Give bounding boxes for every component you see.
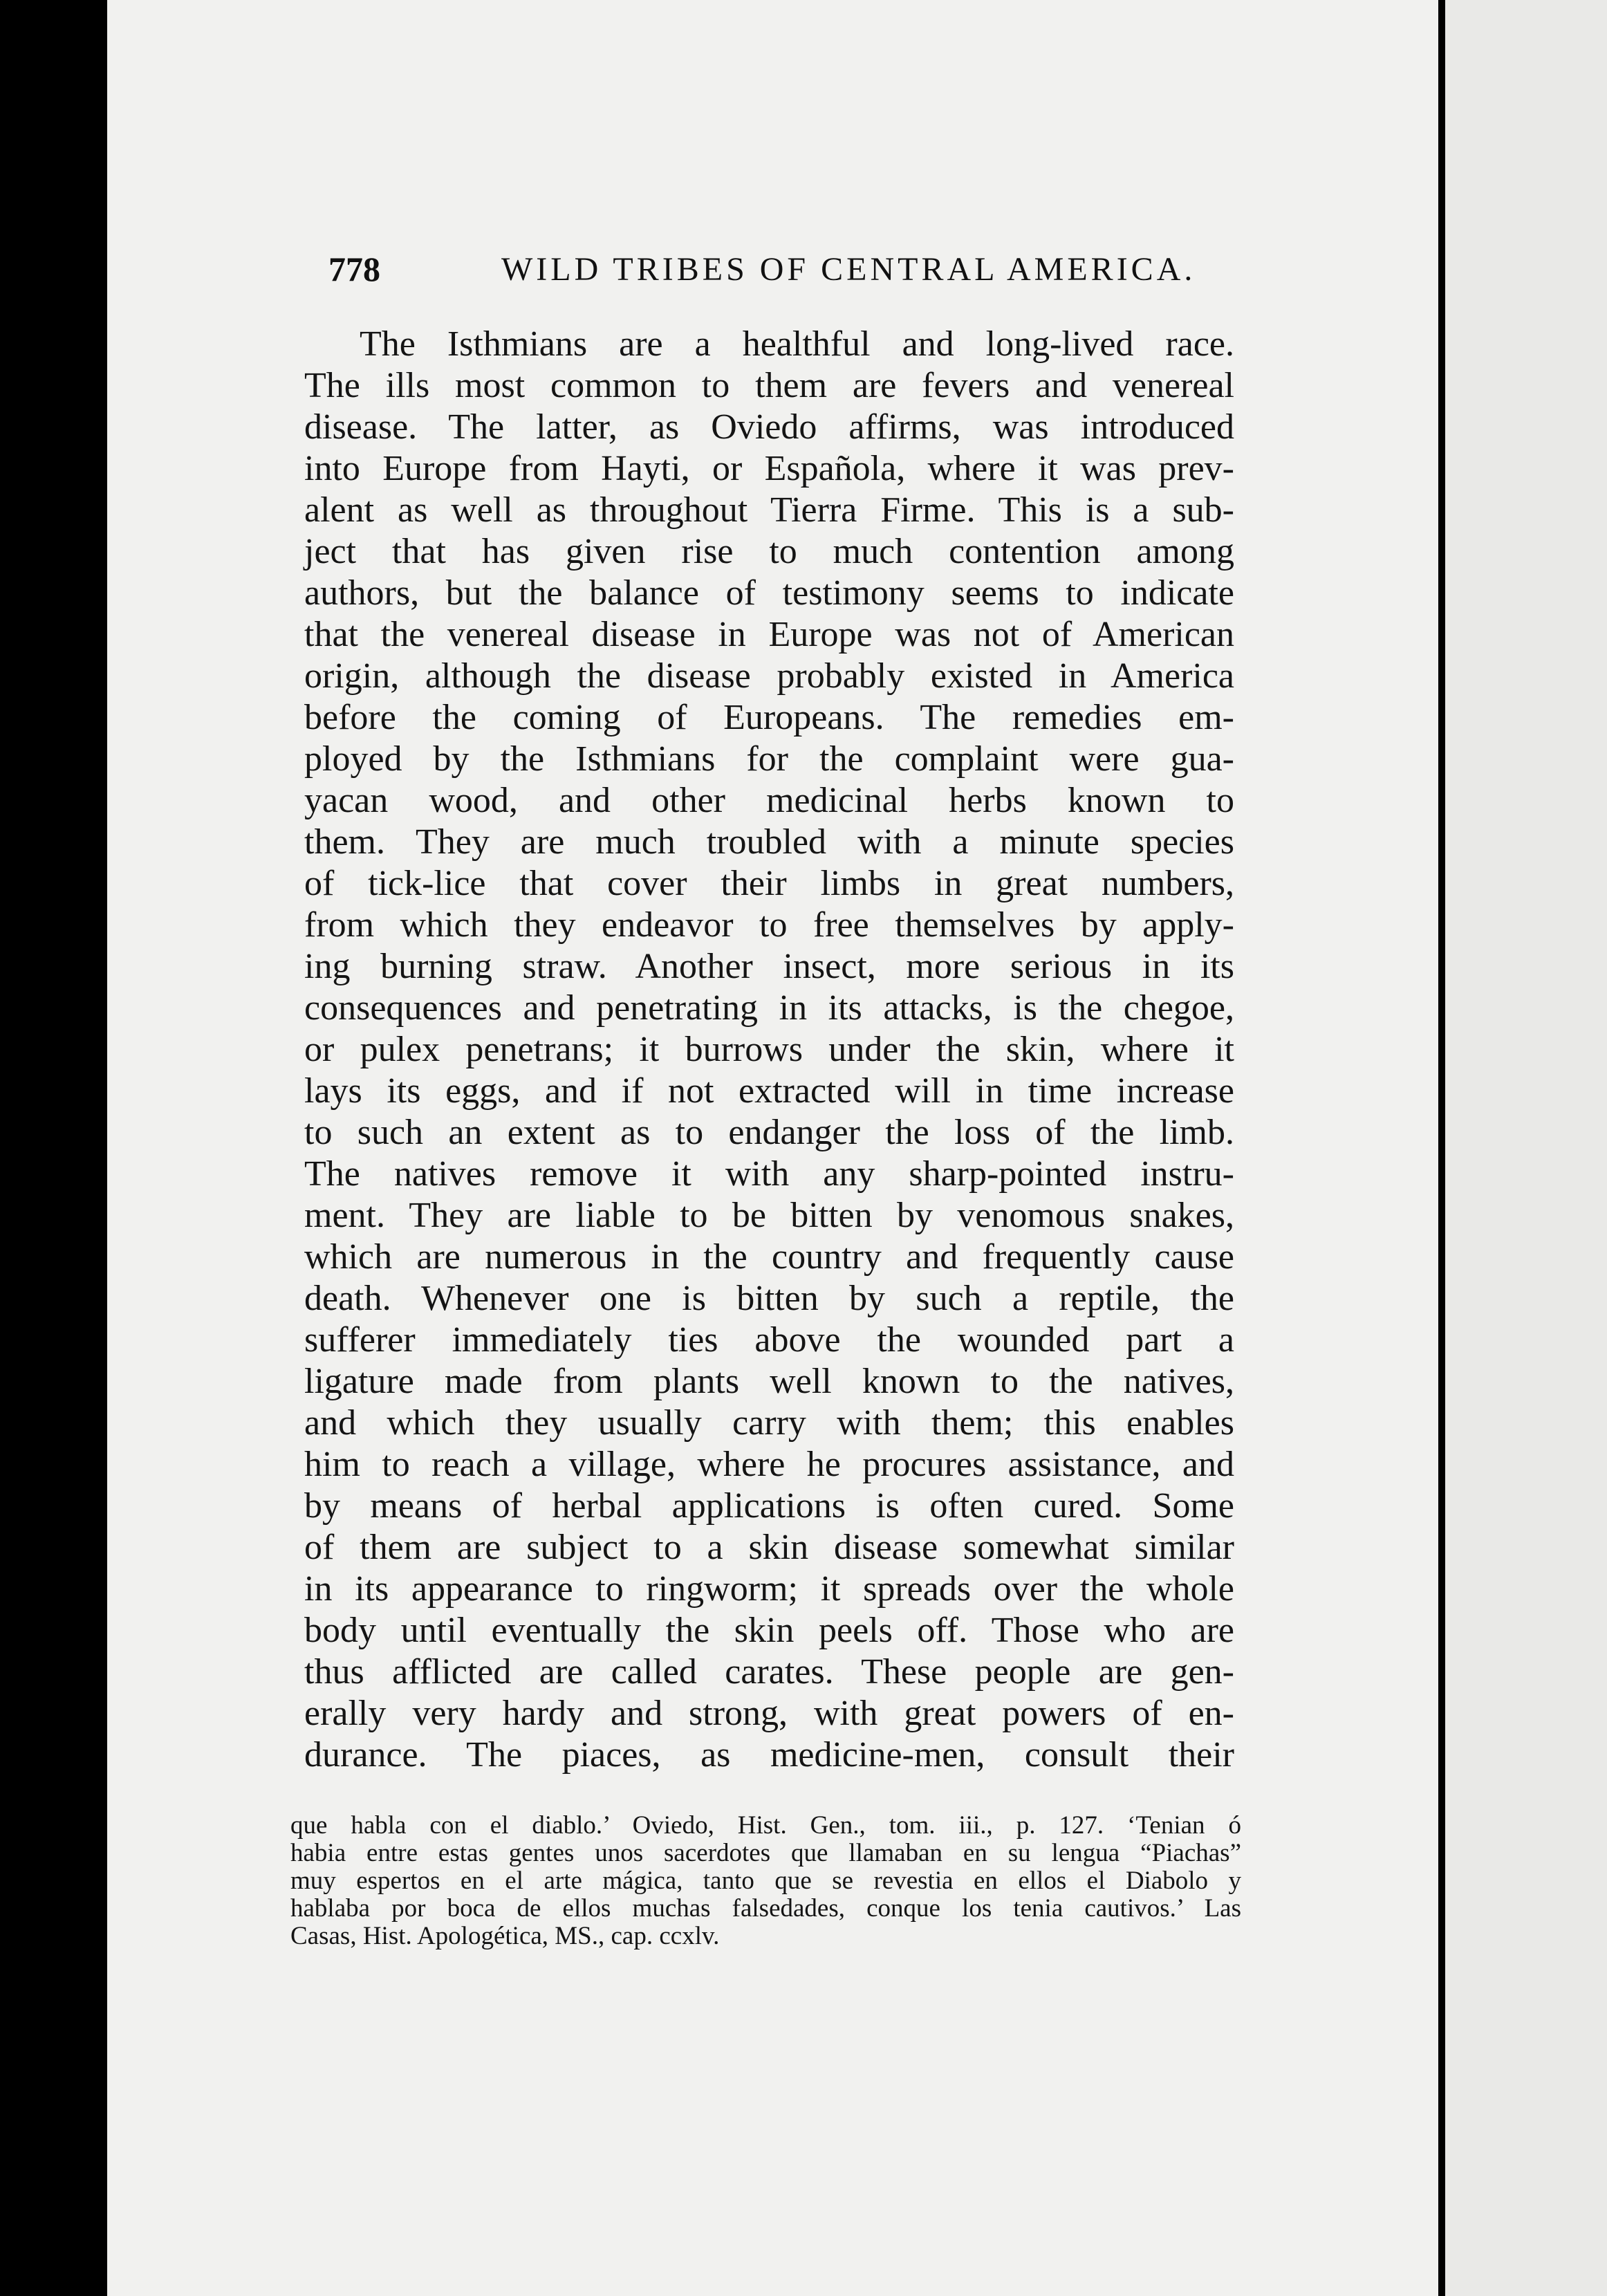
- body-line: before the coming of Europeans. The remedies em-: [304, 698, 1234, 737]
- body-line: disease. The latter, as Oviedo affirms, was introduced: [304, 407, 1234, 447]
- body-line: or pulex penetrans; it burrows under the skin, where it: [304, 1030, 1234, 1069]
- body-line: thus afflicted are called carates. These people are gen-: [304, 1652, 1234, 1692]
- body-line: lays its eggs, and if not extracted will in time increase: [304, 1071, 1234, 1111]
- running-head: [328, 249, 1238, 297]
- body-line: ing burning straw. Another insect, more serious in its: [304, 947, 1234, 986]
- footnote-line: muy espertos en el arte mágica, tanto que se revestia en ellos el Diabolo y: [290, 1867, 1241, 1895]
- body-line: to such an extent as to endanger the loss of the limb.: [304, 1113, 1234, 1152]
- body-line: yacan wood, and other medicinal herbs known to: [304, 781, 1234, 820]
- body-line: durance. The piaces, as medicine-men, consult their: [304, 1735, 1234, 1775]
- footnote-line: Casas, Hist. Apologética, MS., cap. ccxlv.: [290, 1922, 720, 1950]
- body-line: in its appearance to ringworm; it spreads over the whole: [304, 1569, 1234, 1609]
- body-line: alent as well as throughout Tierra Firme. This is a sub-: [304, 490, 1234, 530]
- body-line: origin, although the disease probably existed in America: [304, 656, 1234, 696]
- running-title: WILD TRIBES OF CENTRAL AMERICA.: [501, 251, 1196, 288]
- body-line: body until eventually the skin peels off. Those who are: [304, 1611, 1234, 1650]
- body-line: authors, but the balance of testimony seems to indicate: [304, 573, 1234, 613]
- body-line: ment. They are liable to be bitten by venomous snakes,: [304, 1196, 1234, 1235]
- body-line: them. They are much troubled with a minute species: [304, 822, 1234, 862]
- body-line: and which they usually carry with them; this enables: [304, 1403, 1234, 1443]
- body-line: ject that has given rise to much contention among: [304, 532, 1234, 571]
- body-line: from which they endeavor to free themselves by apply-: [304, 905, 1234, 945]
- footnote: [290, 1812, 1241, 1950]
- body-line: sufferer immediately ties above the wounded part a: [304, 1320, 1234, 1360]
- body-line: by means of herbal applications is often cured. Some: [304, 1486, 1234, 1526]
- body-line: The Isthmians are a healthful and long-lived race.: [360, 324, 1234, 364]
- body-line: that the venereal disease in Europe was not of American: [304, 615, 1234, 654]
- body-line: him to reach a village, where he procures assistance, and: [304, 1445, 1234, 1484]
- body-text: [304, 324, 1234, 1776]
- body-line: The ills most common to them are fevers and venereal: [304, 366, 1234, 405]
- body-line: ligature made from plants well known to the natives,: [304, 1362, 1234, 1401]
- page-gutter: [1438, 0, 1445, 2296]
- body-line: which are numerous in the country and frequently cause: [304, 1237, 1234, 1277]
- body-line: ployed by the Isthmians for the complaint were gua-: [304, 739, 1234, 779]
- body-line: of tick-lice that cover their limbs in great numbers,: [304, 864, 1234, 903]
- body-line: consequences and penetrating in its attacks, is the chegoe,: [304, 988, 1234, 1028]
- page-number: 778: [328, 250, 380, 288]
- footnote-line: hablaba por boca de ellos muchas falsedades, conque los tenia cautivos.’ Las: [290, 1894, 1241, 1923]
- footnote-line: habia entre estas gentes unos sacerdotes que llamaban en su lengua “Piachas”: [290, 1839, 1241, 1867]
- facing-page-edge: [1445, 0, 1607, 2296]
- body-line: erally very hardy and strong, with great powers of en-: [304, 1694, 1234, 1733]
- body-line: of them are subject to a skin disease somewhat similar: [304, 1528, 1234, 1567]
- body-line: death. Whenever one is bitten by such a reptile, the: [304, 1279, 1234, 1318]
- body-line: The natives remove it with any sharp-pointed instru-: [304, 1154, 1234, 1194]
- body-line: into Europe from Hayti, or Española, where it was prev-: [304, 449, 1234, 488]
- footnote-line: que habla con el diablo.’ Oviedo, Hist. Gen., tom. iii., p. 127. ‘Tenian ó: [290, 1811, 1241, 1840]
